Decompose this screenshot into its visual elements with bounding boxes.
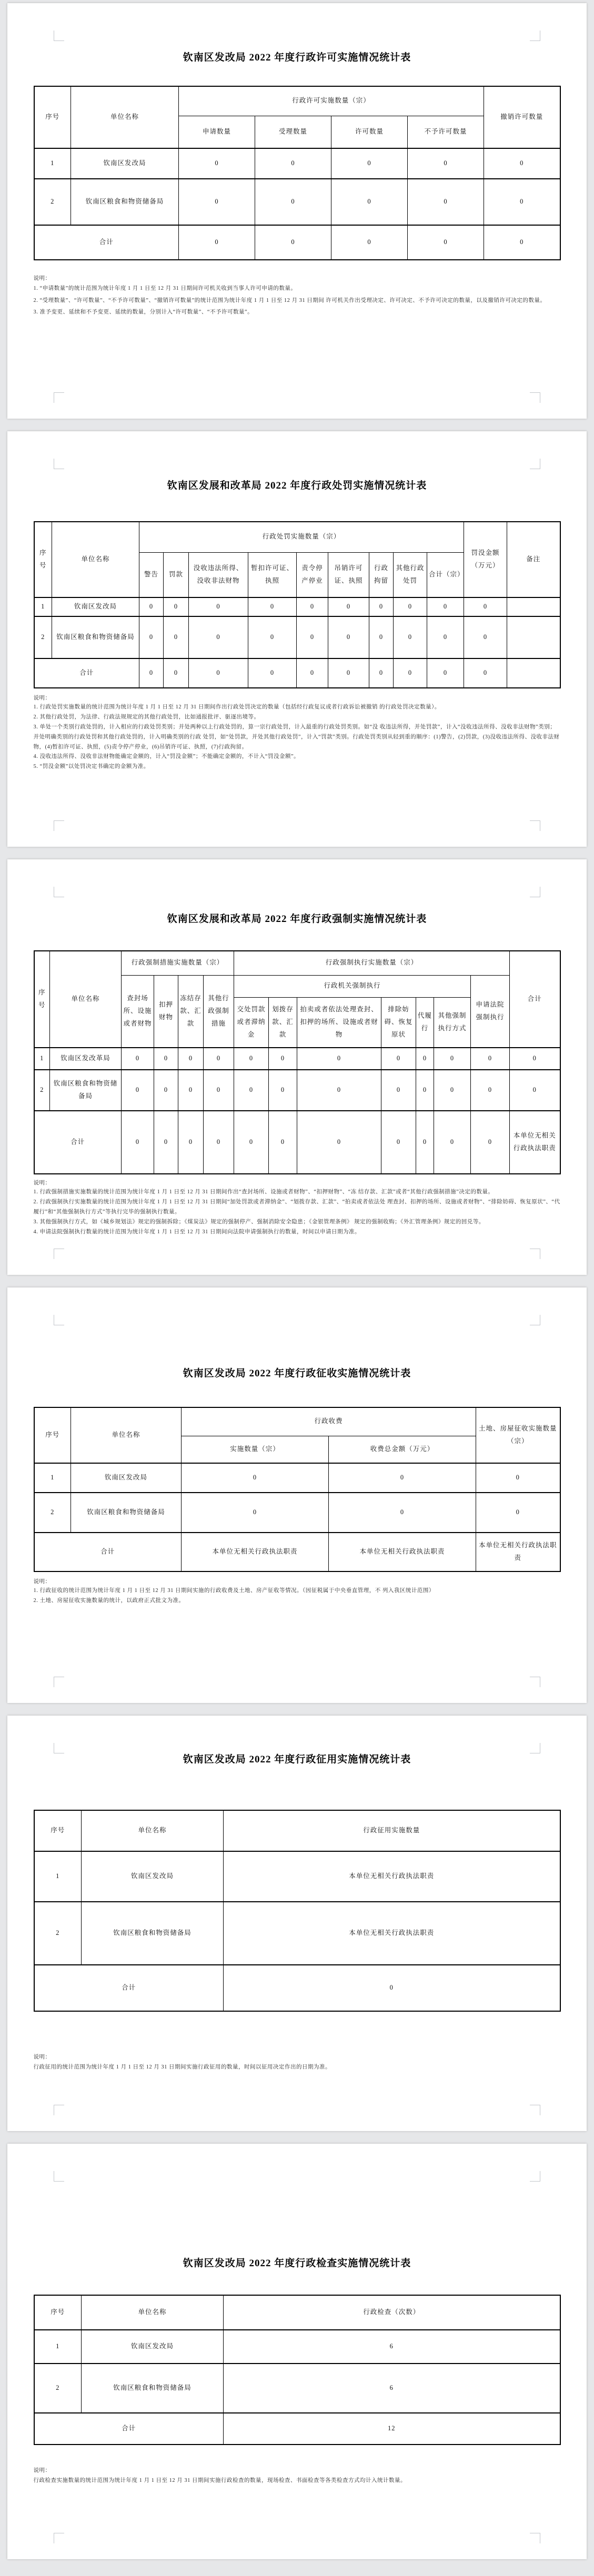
value-cell: 0 xyxy=(464,658,507,688)
col-header: 冻结存款、汇款 xyxy=(178,975,204,1048)
value-cell: 0 xyxy=(434,1111,471,1174)
value-cell: 0 xyxy=(139,658,164,688)
table-row xyxy=(34,597,560,616)
total-row xyxy=(34,1965,560,2011)
crop-mark xyxy=(54,2533,64,2543)
row-no: 2 xyxy=(34,1070,50,1111)
total-row xyxy=(34,658,560,688)
page-6-inspection xyxy=(7,2144,587,2559)
col-header: 其他行政强制措施 xyxy=(204,975,234,1048)
value-cell: 0 xyxy=(179,179,255,225)
col-header-revoke: 撤销许可数量 xyxy=(484,86,560,148)
total-label: 合计 xyxy=(34,2413,224,2445)
value-cell: 0 xyxy=(297,1048,381,1070)
page-2-punishment xyxy=(7,431,587,847)
value-cell: 0 xyxy=(139,616,164,658)
col-header: 收费总金额（万元） xyxy=(329,1436,476,1463)
requisition-table xyxy=(34,1810,561,2012)
col-group-organ-exec: 行政机关强制执行 xyxy=(234,975,471,997)
crop-mark xyxy=(530,459,540,469)
table-row xyxy=(34,148,560,179)
col-header: 吊销许可证、执照 xyxy=(328,552,369,597)
note-item: 4. 申请法院强制执行数量的统计范围为统计年度 1 月 1 日至 12 月 31 日期间向法院申请强制执行的数量，时间以申请日期为准。 xyxy=(33,1229,360,1235)
notes-label: 说明： xyxy=(33,276,51,281)
inspection-table xyxy=(34,2295,561,2445)
col-group-measure-count: 行政强制措施实施数量（宗） xyxy=(122,951,234,975)
notes-label: 说明： xyxy=(33,1579,51,1585)
table-row xyxy=(34,2330,560,2364)
total-row xyxy=(34,1111,560,1174)
col-header: 排除妨碍、恢复原状 xyxy=(381,997,416,1048)
notes xyxy=(34,2466,561,2487)
value-cell: 0 xyxy=(394,597,427,616)
page-title: 钦南区发改局 2022 年度行政许可实施情况统计表 xyxy=(183,52,411,63)
value-cell: 0 xyxy=(204,1111,234,1174)
row-no: 1 xyxy=(34,2330,82,2364)
value-cell: 0 xyxy=(255,148,331,179)
page-5-requisition xyxy=(7,1716,587,2131)
crop-mark xyxy=(530,392,540,403)
value-cell: 0 xyxy=(154,1111,178,1174)
row-no: 2 xyxy=(34,616,52,658)
value-cell: 0 xyxy=(122,1070,154,1111)
license-table xyxy=(34,86,561,260)
remark-cell xyxy=(507,597,560,616)
crop-mark xyxy=(54,887,64,897)
value-cell: 0 xyxy=(464,597,507,616)
value-cell: 0 xyxy=(434,1070,471,1111)
note-item: 行政检查实施数量的统计范围为统计年度 1 月 1 日至 12 月 31 日期间实施行政检查的数量，现场检查、书面检查等各类检查方式均计入统计数量。 xyxy=(33,2478,406,2483)
value-cell: 0 xyxy=(381,1111,416,1174)
page-title: 钦南区发展和改革局 2022 年度行政处罚实施情况统计表 xyxy=(167,480,427,491)
total-label: 合计 xyxy=(34,225,179,260)
col-header: 拍卖或者依法处理查封、扣押的场所、设施或者财物 xyxy=(297,997,381,1048)
crop-mark xyxy=(530,820,540,831)
row-no: 1 xyxy=(34,1463,71,1493)
crop-mark xyxy=(54,2105,64,2115)
notes xyxy=(34,1179,561,1237)
table-row xyxy=(34,1070,560,1111)
col-header-xuhao: 序号 xyxy=(34,86,71,148)
collection-table xyxy=(34,1407,561,1572)
value-cell: 0 xyxy=(510,1070,560,1111)
remark-cell xyxy=(507,658,560,688)
value-cell: 12 xyxy=(224,2413,560,2445)
value-cell: 0 xyxy=(297,597,328,616)
value-cell: 0 xyxy=(394,616,427,658)
value-cell: 0 xyxy=(416,1111,434,1174)
row-no: 1 xyxy=(34,1851,82,1902)
value-cell: 0 xyxy=(178,1111,204,1174)
value-cell: 6 xyxy=(224,2364,560,2413)
value-cell: 0 xyxy=(484,179,560,225)
crop-mark xyxy=(54,31,64,41)
crop-mark xyxy=(530,1249,540,1259)
col-header: 责令停产停业 xyxy=(297,552,328,597)
col-header-xuhao: 序号 xyxy=(34,1407,71,1463)
col-header: 合计（宗） xyxy=(427,552,464,597)
total-row xyxy=(34,1533,560,1571)
value-cell: 0 xyxy=(178,1048,204,1070)
row-no: 1 xyxy=(34,148,71,179)
value-cell: 0 xyxy=(434,1048,471,1070)
value-cell: 0 xyxy=(182,1463,329,1493)
note-item: 2. 行政强制执行实施数量的统计范围为统计年度 1 月 1 日至 12 月 31 日期间“加处罚款或者滞纳金”、“划拨存款、汇款”、“拍卖或者依法处 理查封、扣押的场所、设施或者财物”、“排除妨碍、恢复原状”、“代履行”和“其他强制执行方式”等执行完毕的强制执行数量。 xyxy=(33,1199,560,1215)
note-item: 1. 行政处罚实施数量的统计范围为统计年度 1 月 1 日至 12 月 31 日期间作出行政处罚决定的数量（包括经行政复议或者行政诉讼被撤销 的行政处罚决定数量）。 xyxy=(33,704,440,710)
table-row xyxy=(34,1902,560,1965)
row-no: 2 xyxy=(34,179,71,225)
no-duty-cell: 本单位无相关行政执法职责 xyxy=(182,1533,329,1571)
notes xyxy=(34,694,561,772)
value-cell: 0 xyxy=(248,616,297,658)
crop-mark xyxy=(54,2171,64,2182)
col-header: 暂扣许可证、执照 xyxy=(248,552,297,597)
value-cell: 0 xyxy=(329,1493,476,1533)
row-no: 2 xyxy=(34,1493,71,1533)
row-no: 1 xyxy=(34,597,52,616)
value-cell: 0 xyxy=(369,658,394,688)
value-cell: 0 xyxy=(234,1070,269,1111)
crop-mark xyxy=(530,31,540,41)
total-label: 合计 xyxy=(34,1111,122,1174)
table-row xyxy=(34,1493,560,1533)
no-duty-cell: 本单位无相关行政执法职责 xyxy=(224,1902,560,1965)
value-cell: 0 xyxy=(484,225,560,260)
crop-mark xyxy=(54,820,64,831)
value-cell: 0 xyxy=(369,597,394,616)
value-cell: 0 xyxy=(328,658,369,688)
value-cell: 0 xyxy=(476,1493,560,1533)
page-3-compulsion xyxy=(7,859,587,1275)
col-header: 不予许可数量 xyxy=(408,116,484,148)
value-cell: 0 xyxy=(427,597,464,616)
value-cell: 0 xyxy=(164,658,189,688)
crop-mark xyxy=(54,459,64,469)
value-cell: 0 xyxy=(416,1048,434,1070)
value-cell: 0 xyxy=(224,1965,560,2011)
col-group-license-count: 行政许可实施数量（宗） xyxy=(179,86,484,116)
value-cell: 0 xyxy=(154,1048,178,1070)
value-cell: 0 xyxy=(234,1111,269,1174)
value-cell: 0 xyxy=(269,1111,297,1174)
col-header-unit: 单位名称 xyxy=(52,522,139,597)
note-item: 1. “申请数量”的统计范围为统计年度 1 月 1 日至 12 月 31 日期间许可机关收到当事人许可申请的数量。 xyxy=(33,286,297,291)
col-header: 行政拘留 xyxy=(369,552,394,597)
page-title: 钦南区发改局 2022 年度行政检查实施情况统计表 xyxy=(183,2258,411,2269)
unit-name-cell: 钦南区粮食和物资储备局 xyxy=(71,179,179,225)
crop-mark xyxy=(530,1315,540,1325)
unit-name-cell: 钦南区粮食和物资储备局 xyxy=(82,1902,224,1965)
unit-name-cell: 钦南区发改局 xyxy=(52,597,139,616)
value-cell: 0 xyxy=(381,1070,416,1111)
value-cell: 0 xyxy=(381,1048,416,1070)
value-cell: 0 xyxy=(297,1070,381,1111)
col-group-exec-count: 行政强制执行实施数量（宗） xyxy=(234,951,510,975)
value-cell: 0 xyxy=(331,179,408,225)
col-header-unit: 单位名称 xyxy=(82,1810,224,1851)
value-cell: 0 xyxy=(484,148,560,179)
unit-name-cell: 钦南区粮食和物资储备局 xyxy=(71,1493,182,1533)
value-cell: 0 xyxy=(248,658,297,688)
value-cell: 0 xyxy=(164,616,189,658)
unit-name-cell: 钦南区粮食和物资储备局 xyxy=(82,2364,224,2413)
value-cell: 0 xyxy=(139,597,164,616)
punishment-table xyxy=(34,521,561,688)
total-label: 合计 xyxy=(34,1965,224,2011)
value-cell: 0 xyxy=(122,1111,154,1174)
col-header-inspection-count: 行政检查（次数） xyxy=(224,2295,560,2330)
value-cell: 0 xyxy=(269,1048,297,1070)
total-row xyxy=(34,2413,560,2445)
total-label: 合计 xyxy=(34,1533,182,1571)
value-cell: 0 xyxy=(408,148,484,179)
note-item: 3. 单处一个类别行政处罚的，计入相应的行政处罚类别；并处两种以上行政处罚的，算一宗行政处罚，计入最重的行政处罚类别。如“没 收违法所得，并处罚款”，计入“没收违法所得、没收非法财物”类别；并处明确类别的行政处罚和其他行政处罚的，计入明确类别的行政 处罚，如“处罚款，并处其他行政处罚”，计入“罚款”类别。行政处罚类别从轻到重的顺序：(1)警告，(2)罚款，(3)没收违法所得、没收非法财物，(4)暂扣许可证、执照，(5)责令停产停业，(6)吊销许可证、执照，(7)行政拘留。 xyxy=(33,724,560,750)
crop-mark xyxy=(530,2105,540,2115)
notes-label: 说明： xyxy=(33,2054,51,2060)
compulsion-table xyxy=(34,950,561,1174)
value-cell: 0 xyxy=(331,225,408,260)
value-cell: 0 xyxy=(331,148,408,179)
value-cell: 0 xyxy=(369,616,394,658)
crop-mark xyxy=(530,1677,540,1687)
col-header: 许可数量 xyxy=(331,116,408,148)
notes-label: 说明： xyxy=(33,2468,51,2473)
value-cell: 6 xyxy=(224,2330,560,2364)
no-duty-cell: 本单位无相关行政执法职责 xyxy=(510,1111,560,1174)
col-header-fine-amount: 罚没金额（万元） xyxy=(464,522,507,597)
unit-name-cell: 钦南区粮食和物资储备局 xyxy=(52,616,139,658)
value-cell: 0 xyxy=(178,1070,204,1111)
page-title: 钦南区发改局 2022 年度行政征收实施情况统计表 xyxy=(183,1368,411,1379)
notes xyxy=(34,2053,561,2074)
col-header-unit: 单位名称 xyxy=(50,951,122,1048)
table-row xyxy=(34,179,560,225)
value-cell: 0 xyxy=(297,616,328,658)
col-header: 查封场所、设施或者财物 xyxy=(122,975,154,1048)
col-header: 其他行政处罚 xyxy=(394,552,427,597)
value-cell: 0 xyxy=(248,597,297,616)
value-cell: 0 xyxy=(297,658,328,688)
note-item: 2. 土地、房屋征收实施数量的统计，以政府正式批文为准。 xyxy=(33,1597,185,1604)
page-4-collection xyxy=(7,1287,587,1703)
value-cell: 0 xyxy=(471,1111,510,1174)
value-cell: 0 xyxy=(408,179,484,225)
note-item: 3. 其他强制执行方式，如《城乡规划法》规定的强制拆除；《煤炭法》规定的强制停产、强制消除安全隐患；《金银管理条例》 规定的强制收购；《外汇管理条例》规定的回兑等。 xyxy=(33,1219,485,1225)
crop-mark xyxy=(530,887,540,897)
col-header-xuhao: 序号 xyxy=(34,951,50,1048)
value-cell: 0 xyxy=(189,597,248,616)
col-group-punishment-count: 行政处罚实施数量（宗） xyxy=(139,522,464,552)
value-cell: 0 xyxy=(416,1070,434,1111)
value-cell: 0 xyxy=(154,1070,178,1111)
crop-mark xyxy=(530,1743,540,1753)
no-duty-cell: 本单位无相关行政执法职责 xyxy=(476,1533,560,1571)
crop-mark xyxy=(54,392,64,403)
notes-label: 说明： xyxy=(33,1180,51,1186)
total-label: 合计 xyxy=(34,658,139,688)
page-1-license xyxy=(7,3,587,419)
note-item: 4. 没收违法所得、没收非法财物能确定金额的，计入“罚没金额”；不能确定金额的，不计入“罚没金额”。 xyxy=(33,754,300,760)
col-group-admin-fee: 行政收费 xyxy=(182,1407,476,1436)
value-cell: 0 xyxy=(269,1070,297,1111)
notes xyxy=(34,274,561,319)
row-no: 2 xyxy=(34,1902,82,1965)
table-row xyxy=(34,2364,560,2413)
row-no: 1 xyxy=(34,1048,50,1070)
value-cell: 0 xyxy=(182,1493,329,1533)
value-cell: 0 xyxy=(189,616,248,658)
value-cell: 0 xyxy=(427,658,464,688)
note-item: 1. 行政强制措施实施数量的统计范围为统计年度 1 月 1 日至 12 月 31 日期间作出“查封场所、设施或者财物”、“扣押财物”、“冻 结存款、汇款”或者“其他行政强制措施”决定的数量。 xyxy=(33,1189,494,1195)
crop-mark xyxy=(530,2171,540,2182)
note-item: 1. 行政征收的统计范围为统计年度 1 月 1 日至 12 月 31 日期间实施的行政收费及土地、房产征收等情况。（因征税属于中央垂直管理，不 列入我区统计范围） xyxy=(33,1588,435,1594)
table-row xyxy=(34,1851,560,1902)
value-cell: 0 xyxy=(394,658,427,688)
value-cell: 0 xyxy=(329,1463,476,1493)
remark-cell xyxy=(507,616,560,658)
col-header: 划拨存款、汇款 xyxy=(269,997,297,1048)
value-cell: 0 xyxy=(471,1070,510,1111)
value-cell: 0 xyxy=(204,1048,234,1070)
col-header: 扣押财物 xyxy=(154,975,178,1048)
note-item: 3. 准予变更、延续和不予变更、延续的数量，分别计入“许可数量”、“不予许可数量”。 xyxy=(33,309,254,316)
col-header-xuhao: 序号 xyxy=(34,2295,82,2330)
value-cell: 0 xyxy=(255,179,331,225)
value-cell: 0 xyxy=(164,597,189,616)
table-row xyxy=(34,616,560,658)
crop-mark xyxy=(530,2533,540,2543)
note-item: 行政征用的统计范围为统计年度 1 月 1 日至 12 月 31 日期间实施行政征用的数量，时间以征用决定作出的日期为准。 xyxy=(33,2064,331,2070)
crop-mark xyxy=(54,1249,64,1259)
col-header-requisition-count: 行政征用实施数量 xyxy=(224,1810,560,1851)
col-header-land-house: 土地、房屋征收实施数量（宗） xyxy=(476,1407,560,1463)
no-duty-cell: 本单位无相关行政执法职责 xyxy=(224,1851,560,1902)
row-no: 2 xyxy=(34,2364,82,2413)
value-cell: 0 xyxy=(408,225,484,260)
col-header-remark: 备注 xyxy=(507,522,560,597)
value-cell: 0 xyxy=(510,1048,560,1070)
col-header: 罚款 xyxy=(164,552,189,597)
value-cell: 0 xyxy=(179,148,255,179)
page-title: 钦南区发展和改革局 2022 年度行政强制实施情况统计表 xyxy=(167,914,427,925)
value-cell: 0 xyxy=(427,616,464,658)
col-header-xuhao: 序号 xyxy=(34,1810,82,1851)
note-item: 5. “罚没金额”以处罚决定书确定的金额为准。 xyxy=(33,764,149,770)
value-cell: 0 xyxy=(464,616,507,658)
col-header: 受理数量 xyxy=(255,116,331,148)
unit-name-cell: 钦南区发改革局 xyxy=(50,1048,122,1070)
unit-name-cell: 钦南区发改局 xyxy=(71,148,179,179)
notes-label: 说明： xyxy=(33,695,51,701)
crop-mark xyxy=(54,1743,64,1753)
col-header-court-exec: 申请法院强制执行 xyxy=(471,975,510,1048)
unit-name-cell: 钦南区发改局 xyxy=(71,1463,182,1493)
col-header-unit: 单位名称 xyxy=(71,86,179,148)
no-duty-cell: 本单位无相关行政执法职责 xyxy=(329,1533,476,1571)
col-header: 申请数量 xyxy=(179,116,255,148)
value-cell: 0 xyxy=(189,658,248,688)
unit-name-cell: 钦南区发改局 xyxy=(82,1851,224,1902)
col-header-unit: 单位名称 xyxy=(71,1407,182,1463)
crop-mark xyxy=(54,1315,64,1325)
page-title: 钦南区发改局 2022 年度行政征用实施情况统计表 xyxy=(183,1754,411,1765)
col-header-total: 合计 xyxy=(510,951,560,1048)
value-cell: 0 xyxy=(476,1463,560,1493)
value-cell: 0 xyxy=(255,225,331,260)
table-row xyxy=(34,1463,560,1493)
col-header-xuhao: 序号 xyxy=(34,522,52,597)
value-cell: 0 xyxy=(328,616,369,658)
total-row xyxy=(34,225,560,260)
col-header: 代履行 xyxy=(416,997,434,1048)
col-header: 实施数量（宗） xyxy=(182,1436,329,1463)
value-cell: 0 xyxy=(234,1048,269,1070)
value-cell: 0 xyxy=(122,1048,154,1070)
notes xyxy=(34,1577,561,1606)
col-header-unit: 单位名称 xyxy=(82,2295,224,2330)
value-cell: 0 xyxy=(204,1070,234,1111)
unit-name-cell: 钦南区粮食和物资储备局 xyxy=(50,1070,122,1111)
table-row xyxy=(34,1048,560,1070)
crop-mark xyxy=(54,1677,64,1687)
col-header: 警告 xyxy=(139,552,164,597)
unit-name-cell: 钦南区发改局 xyxy=(82,2330,224,2364)
value-cell: 0 xyxy=(297,1111,381,1174)
value-cell: 0 xyxy=(471,1048,510,1070)
note-item: 2. 其他行政处罚，为法律、行政法规规定的其他行政处罚，比如通报批评、驱逐出境等。 xyxy=(33,714,260,720)
value-cell: 0 xyxy=(179,225,255,260)
col-header: 没收违法所得、没收非法财物 xyxy=(189,552,248,597)
col-header: 交处罚款或者滞纳金 xyxy=(234,997,269,1048)
note-item: 2. “受理数量”、“许可数量”、“不予许可数量”、“撤销许可数量”的统计范围为统计年度 1 月 1 日至 12 月 31 日期间 许可机关作出受理决定、许可决定、不予许可决定的数量，以及撤销许可决定的数量。 xyxy=(33,297,546,303)
col-header: 其他强制执行方式 xyxy=(434,997,471,1048)
value-cell: 0 xyxy=(328,597,369,616)
